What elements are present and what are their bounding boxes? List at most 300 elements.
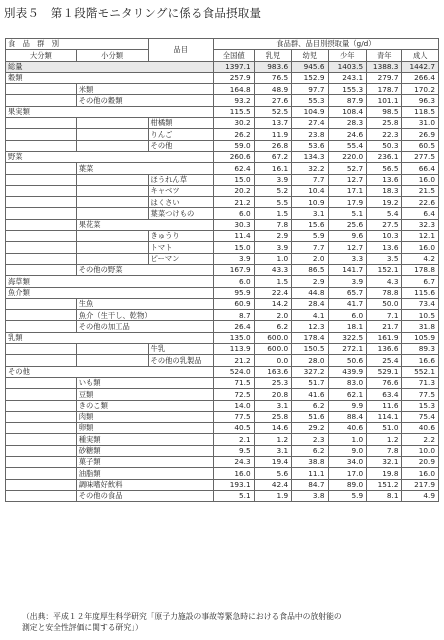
value-cell: 19.2 xyxy=(367,197,402,208)
subcategory-name: その他の穀類 xyxy=(76,95,213,106)
subcategory-name: その他の野菜 xyxy=(76,264,213,275)
table-row xyxy=(6,197,439,208)
value-cell: 163.6 xyxy=(254,366,292,377)
indent-cell xyxy=(6,84,77,95)
value-cell: 76.6 xyxy=(367,377,402,388)
value-cell: 71.3 xyxy=(402,377,439,388)
table-row xyxy=(6,219,439,230)
value-cell: 52.5 xyxy=(254,106,292,117)
value-cell: 217.9 xyxy=(402,479,439,490)
value-cell: 26.2 xyxy=(213,129,254,140)
value-cell: 2.1 xyxy=(213,434,254,445)
value-cell: 6.0 xyxy=(328,310,367,321)
item-name: ピーマン xyxy=(148,253,213,264)
value-cell: 77.5 xyxy=(213,411,254,422)
table-row xyxy=(6,253,439,264)
value-cell: 552.1 xyxy=(402,366,439,377)
indent-cell xyxy=(6,400,77,411)
value-cell: 3.8 xyxy=(292,490,328,501)
indent-cell xyxy=(6,344,77,355)
table-row xyxy=(6,185,439,196)
value-cell: 21.2 xyxy=(213,355,254,366)
value-cell: 2.9 xyxy=(254,231,292,242)
item-name: トマト xyxy=(148,242,213,253)
indent-cell xyxy=(6,321,77,332)
value-cell: 26.4 xyxy=(213,321,254,332)
value-cell: 2.3 xyxy=(292,434,328,445)
value-cell: 2.2 xyxy=(402,434,439,445)
value-cell: 25.8 xyxy=(254,411,292,422)
source-note-line: 測定と安全性評価に関する研究」） xyxy=(22,623,143,632)
subcategory-name: 調味嗜好飲料 xyxy=(76,479,213,490)
value-cell: 1397.1 xyxy=(213,61,254,72)
indent-cell xyxy=(6,197,77,208)
value-cell: 113.9 xyxy=(213,344,254,355)
subcategory-name: 卵類 xyxy=(76,423,213,434)
indent-cell xyxy=(6,456,77,467)
subcategory-name: その他の加工品 xyxy=(76,321,213,332)
indent-cell xyxy=(76,355,148,366)
indent-cell xyxy=(6,298,77,309)
category-name: 魚介類 xyxy=(6,287,214,298)
category-name: 果実類 xyxy=(6,106,214,117)
value-cell: 15.0 xyxy=(213,174,254,185)
indent-cell xyxy=(6,423,77,434)
value-cell: 29.2 xyxy=(292,423,328,434)
value-cell: 32.1 xyxy=(367,456,402,467)
value-cell: 6.0 xyxy=(213,208,254,219)
value-cell: 178.4 xyxy=(292,332,328,343)
value-cell: 10.4 xyxy=(292,185,328,196)
value-cell: 21.2 xyxy=(213,197,254,208)
value-cell: 51.0 xyxy=(367,423,402,434)
value-cell: 18.1 xyxy=(328,321,367,332)
value-cell: 322.5 xyxy=(328,332,367,343)
value-cell: 439.9 xyxy=(328,366,367,377)
indent-cell xyxy=(76,208,148,219)
table-row xyxy=(6,377,439,388)
table-row xyxy=(6,174,439,185)
value-cell: 22.6 xyxy=(402,197,439,208)
indent-cell xyxy=(6,140,77,151)
value-cell: 9.5 xyxy=(213,445,254,456)
value-cell: 24.6 xyxy=(328,129,367,140)
indent-cell xyxy=(76,129,148,140)
value-cell: 86.5 xyxy=(292,264,328,275)
category-name: 穀類 xyxy=(6,72,214,83)
value-cell: 87.9 xyxy=(328,95,367,106)
table-row xyxy=(6,344,439,355)
value-cell: 1.5 xyxy=(254,208,292,219)
value-cell: 4.1 xyxy=(292,310,328,321)
value-cell: 983.6 xyxy=(254,61,292,72)
table-row xyxy=(6,276,439,287)
value-cell: 141.7 xyxy=(328,264,367,275)
table-row xyxy=(6,140,439,151)
value-cell: 3.3 xyxy=(328,253,367,264)
value-cell: 25.6 xyxy=(328,219,367,230)
table-row xyxy=(6,456,439,467)
value-cell: 38.8 xyxy=(292,456,328,467)
value-cell: 44.8 xyxy=(292,287,328,298)
value-cell: 12.1 xyxy=(402,231,439,242)
intake-header: 食品群、品目別摂取量（g/d） xyxy=(213,39,438,50)
indent-cell xyxy=(76,185,148,196)
value-cell: 17.1 xyxy=(328,185,367,196)
page-title: 別表５ 第１段階モニタリングに係る食品摂取量 xyxy=(4,6,262,20)
value-cell: 67.2 xyxy=(254,151,292,162)
value-cell: 17.9 xyxy=(328,197,367,208)
subcategory-name: 果花菜 xyxy=(76,219,213,230)
indent-cell xyxy=(6,163,77,174)
value-cell: 7.1 xyxy=(367,310,402,321)
indent-cell xyxy=(76,344,148,355)
column-header: 乳児 xyxy=(254,50,292,61)
table-row xyxy=(6,434,439,445)
value-cell: 3.1 xyxy=(254,400,292,411)
indent-cell xyxy=(6,479,77,490)
value-cell: 600.0 xyxy=(254,332,292,343)
minor-category-header: 小分類 xyxy=(76,50,148,61)
value-cell: 524.0 xyxy=(213,366,254,377)
indent-cell xyxy=(6,264,77,275)
value-cell: 3.9 xyxy=(328,276,367,287)
value-cell: 25.3 xyxy=(254,377,292,388)
indent-cell xyxy=(6,185,77,196)
value-cell: 56.5 xyxy=(367,163,402,174)
value-cell: 3.9 xyxy=(213,253,254,264)
value-cell: 178.8 xyxy=(402,264,439,275)
indent-cell xyxy=(76,174,148,185)
source-note xyxy=(22,611,438,633)
value-cell: 161.9 xyxy=(367,332,402,343)
value-cell: 43.3 xyxy=(254,264,292,275)
table-row xyxy=(6,118,439,129)
value-cell: 73.4 xyxy=(402,298,439,309)
value-cell: 164.8 xyxy=(213,84,254,95)
value-cell: 5.5 xyxy=(254,197,292,208)
value-cell: 13.6 xyxy=(367,242,402,253)
value-cell: 3.9 xyxy=(254,174,292,185)
value-cell: 8.1 xyxy=(367,490,402,501)
subcategory-name: 生魚 xyxy=(76,298,213,309)
value-cell: 13.7 xyxy=(254,118,292,129)
value-cell: 257.9 xyxy=(213,72,254,83)
value-cell: 20.8 xyxy=(254,389,292,400)
value-cell: 2.9 xyxy=(292,276,328,287)
value-cell: 1.0 xyxy=(328,434,367,445)
value-cell: 7.7 xyxy=(292,174,328,185)
value-cell: 50.6 xyxy=(328,355,367,366)
indent-cell xyxy=(6,310,77,321)
value-cell: 75.4 xyxy=(402,411,439,422)
value-cell: 32.2 xyxy=(292,163,328,174)
category-name: 海草類 xyxy=(6,276,214,287)
value-cell: 0.0 xyxy=(254,355,292,366)
value-cell: 89.3 xyxy=(402,344,439,355)
table-row xyxy=(6,310,439,321)
value-cell: 1.2 xyxy=(367,434,402,445)
value-cell: 88.4 xyxy=(328,411,367,422)
value-cell: 15.6 xyxy=(292,219,328,230)
value-cell: 18.3 xyxy=(367,185,402,196)
subcategory-name: 油脂類 xyxy=(76,468,213,479)
value-cell: 59.0 xyxy=(213,140,254,151)
value-cell: 83.0 xyxy=(328,377,367,388)
value-cell: 95.9 xyxy=(213,287,254,298)
indent-cell xyxy=(6,377,77,388)
value-cell: 5.2 xyxy=(254,185,292,196)
value-cell: 23.8 xyxy=(292,129,328,140)
value-cell: 52.7 xyxy=(328,163,367,174)
column-header: 青年 xyxy=(367,50,402,61)
value-cell: 17.0 xyxy=(328,468,367,479)
value-cell: 12.7 xyxy=(328,242,367,253)
table-row xyxy=(6,208,439,219)
column-header: 少年 xyxy=(328,50,367,61)
value-cell: 16.0 xyxy=(402,468,439,479)
value-cell: 10.5 xyxy=(402,310,439,321)
value-cell: 152.9 xyxy=(292,72,328,83)
indent-cell xyxy=(6,242,77,253)
value-cell: 16.0 xyxy=(402,242,439,253)
table-row xyxy=(6,163,439,174)
table-row xyxy=(6,468,439,479)
subcategory-name: いも類 xyxy=(76,377,213,388)
value-cell: 3.1 xyxy=(254,445,292,456)
value-cell: 115.5 xyxy=(213,106,254,117)
value-cell: 55.3 xyxy=(292,95,328,106)
value-cell: 115.6 xyxy=(402,287,439,298)
indent-cell xyxy=(76,140,148,151)
column-header: 幼児 xyxy=(292,50,328,61)
value-cell: 27.6 xyxy=(254,95,292,106)
value-cell: 30.3 xyxy=(213,219,254,230)
value-cell: 277.5 xyxy=(402,151,439,162)
value-cell: 60.5 xyxy=(402,140,439,151)
value-cell: 84.7 xyxy=(292,479,328,490)
source-note-line: （出典：平成１２年度厚生科学研究「原子力施設の事故等緊急時における食品中の放射能の xyxy=(22,612,342,621)
category-name: その他 xyxy=(6,366,214,377)
value-cell: 76.5 xyxy=(254,72,292,83)
value-cell: 24.3 xyxy=(213,456,254,467)
value-cell: 1.9 xyxy=(254,490,292,501)
value-cell: 77.5 xyxy=(402,389,439,400)
indent-cell xyxy=(6,355,77,366)
value-cell: 30.2 xyxy=(213,118,254,129)
value-cell: 53.6 xyxy=(292,140,328,151)
table-row xyxy=(6,423,439,434)
table-row xyxy=(6,84,439,95)
table-row xyxy=(6,72,439,83)
category-name: 乳類 xyxy=(6,332,214,343)
value-cell: 327.2 xyxy=(292,366,328,377)
value-cell: 1403.5 xyxy=(328,61,367,72)
value-cell: 279.7 xyxy=(367,72,402,83)
table-body xyxy=(6,61,439,502)
value-cell: 11.9 xyxy=(254,129,292,140)
subcategory-name: 種実類 xyxy=(76,434,213,445)
value-cell: 48.9 xyxy=(254,84,292,95)
value-cell: 178.7 xyxy=(367,84,402,95)
indent-cell xyxy=(6,253,77,264)
value-cell: 65.7 xyxy=(328,287,367,298)
indent-cell xyxy=(76,242,148,253)
value-cell: 40.6 xyxy=(402,423,439,434)
indent-cell xyxy=(6,389,77,400)
indent-cell xyxy=(6,231,77,242)
table-row xyxy=(6,61,439,72)
food-intake-table xyxy=(5,38,439,502)
item-name: その他の乳製品 xyxy=(148,355,213,366)
food-group-header: 食 品 群 別 xyxy=(6,39,149,50)
value-cell: 31.0 xyxy=(402,118,439,129)
value-cell: 135.0 xyxy=(213,332,254,343)
value-cell: 31.8 xyxy=(402,321,439,332)
value-cell: 6.2 xyxy=(254,321,292,332)
value-cell: 7.8 xyxy=(367,445,402,456)
value-cell: 11.1 xyxy=(292,468,328,479)
value-cell: 152.1 xyxy=(367,264,402,275)
value-cell: 51.7 xyxy=(292,377,328,388)
value-cell: 5.1 xyxy=(213,490,254,501)
table-row xyxy=(6,400,439,411)
table-row xyxy=(6,298,439,309)
value-cell: 28.0 xyxy=(292,355,328,366)
table-row xyxy=(6,321,439,332)
subcategory-name: 葉菜 xyxy=(76,163,213,174)
value-cell: 41.6 xyxy=(292,389,328,400)
table-row xyxy=(6,129,439,140)
value-cell: 93.2 xyxy=(213,95,254,106)
indent-cell xyxy=(6,468,77,479)
value-cell: 62.4 xyxy=(213,163,254,174)
value-cell: 600.0 xyxy=(254,344,292,355)
value-cell: 63.4 xyxy=(367,389,402,400)
value-cell: 151.2 xyxy=(367,479,402,490)
value-cell: 14.0 xyxy=(213,400,254,411)
indent-cell xyxy=(6,208,77,219)
value-cell: 170.2 xyxy=(402,84,439,95)
column-header: 成人 xyxy=(402,50,439,61)
value-cell: 243.1 xyxy=(328,72,367,83)
value-cell: 3.9 xyxy=(254,242,292,253)
item-name: 牛乳 xyxy=(148,344,213,355)
subcategory-name: 魚介（生干し、乾物） xyxy=(76,310,213,321)
value-cell: 21.5 xyxy=(402,185,439,196)
value-cell: 28.4 xyxy=(292,298,328,309)
value-cell: 167.9 xyxy=(213,264,254,275)
table-row xyxy=(6,389,439,400)
value-cell: 96.3 xyxy=(402,95,439,106)
value-cell: 5.1 xyxy=(328,208,367,219)
value-cell: 40.6 xyxy=(328,423,367,434)
value-cell: 5.9 xyxy=(292,231,328,242)
table-row xyxy=(6,106,439,117)
value-cell: 6.4 xyxy=(402,208,439,219)
value-cell: 2.0 xyxy=(292,253,328,264)
value-cell: 40.5 xyxy=(213,423,254,434)
category-name: 総量 xyxy=(6,61,214,72)
value-cell: 7.7 xyxy=(292,242,328,253)
value-cell: 19.4 xyxy=(254,456,292,467)
value-cell: 11.6 xyxy=(367,400,402,411)
value-cell: 11.4 xyxy=(213,231,254,242)
value-cell: 118.5 xyxy=(402,106,439,117)
value-cell: 22.3 xyxy=(367,129,402,140)
value-cell: 4.3 xyxy=(367,276,402,287)
value-cell: 6.2 xyxy=(292,400,328,411)
value-cell: 9.9 xyxy=(328,400,367,411)
indent-cell xyxy=(6,95,77,106)
value-cell: 1.0 xyxy=(254,253,292,264)
item-name: 柑橘類 xyxy=(148,118,213,129)
value-cell: 60.9 xyxy=(213,298,254,309)
value-cell: 272.1 xyxy=(328,344,367,355)
value-cell: 193.1 xyxy=(213,479,254,490)
value-cell: 104.9 xyxy=(292,106,328,117)
value-cell: 71.5 xyxy=(213,377,254,388)
table-row xyxy=(6,355,439,366)
value-cell: 12.7 xyxy=(328,174,367,185)
value-cell: 4.2 xyxy=(402,253,439,264)
value-cell: 21.7 xyxy=(367,321,402,332)
value-cell: 26.9 xyxy=(402,129,439,140)
value-cell: 32.3 xyxy=(402,219,439,230)
value-cell: 13.6 xyxy=(367,174,402,185)
value-cell: 1.2 xyxy=(254,434,292,445)
value-cell: 55.4 xyxy=(328,140,367,151)
value-cell: 28.3 xyxy=(328,118,367,129)
value-cell: 51.6 xyxy=(292,411,328,422)
indent-cell xyxy=(76,231,148,242)
table-row xyxy=(6,287,439,298)
value-cell: 101.1 xyxy=(367,95,402,106)
value-cell: 97.7 xyxy=(292,84,328,95)
subcategory-name: 肉類 xyxy=(76,411,213,422)
value-cell: 72.5 xyxy=(213,389,254,400)
value-cell: 9.0 xyxy=(328,445,367,456)
value-cell: 22.4 xyxy=(254,287,292,298)
value-cell: 6.7 xyxy=(402,276,439,287)
value-cell: 50.0 xyxy=(367,298,402,309)
value-cell: 150.5 xyxy=(292,344,328,355)
value-cell: 8.7 xyxy=(213,310,254,321)
indent-cell xyxy=(6,118,77,129)
value-cell: 136.6 xyxy=(367,344,402,355)
subcategory-name: きのこ類 xyxy=(76,400,213,411)
indent-cell xyxy=(6,219,77,230)
table-row xyxy=(6,332,439,343)
value-cell: 16.6 xyxy=(402,355,439,366)
value-cell: 50.3 xyxy=(367,140,402,151)
item-name: きゅうり xyxy=(148,231,213,242)
value-cell: 266.4 xyxy=(402,72,439,83)
value-cell: 7.8 xyxy=(254,219,292,230)
value-cell: 5.6 xyxy=(254,468,292,479)
table-row xyxy=(6,479,439,490)
value-cell: 108.4 xyxy=(328,106,367,117)
value-cell: 4.9 xyxy=(402,490,439,501)
item-name: ほうれん草 xyxy=(148,174,213,185)
value-cell: 62.1 xyxy=(328,389,367,400)
value-cell: 3.1 xyxy=(292,208,328,219)
value-cell: 19.8 xyxy=(367,468,402,479)
subcategory-name: 菓子類 xyxy=(76,456,213,467)
column-header: 全国値 xyxy=(213,50,254,61)
value-cell: 25.4 xyxy=(367,355,402,366)
table-row xyxy=(6,490,439,501)
